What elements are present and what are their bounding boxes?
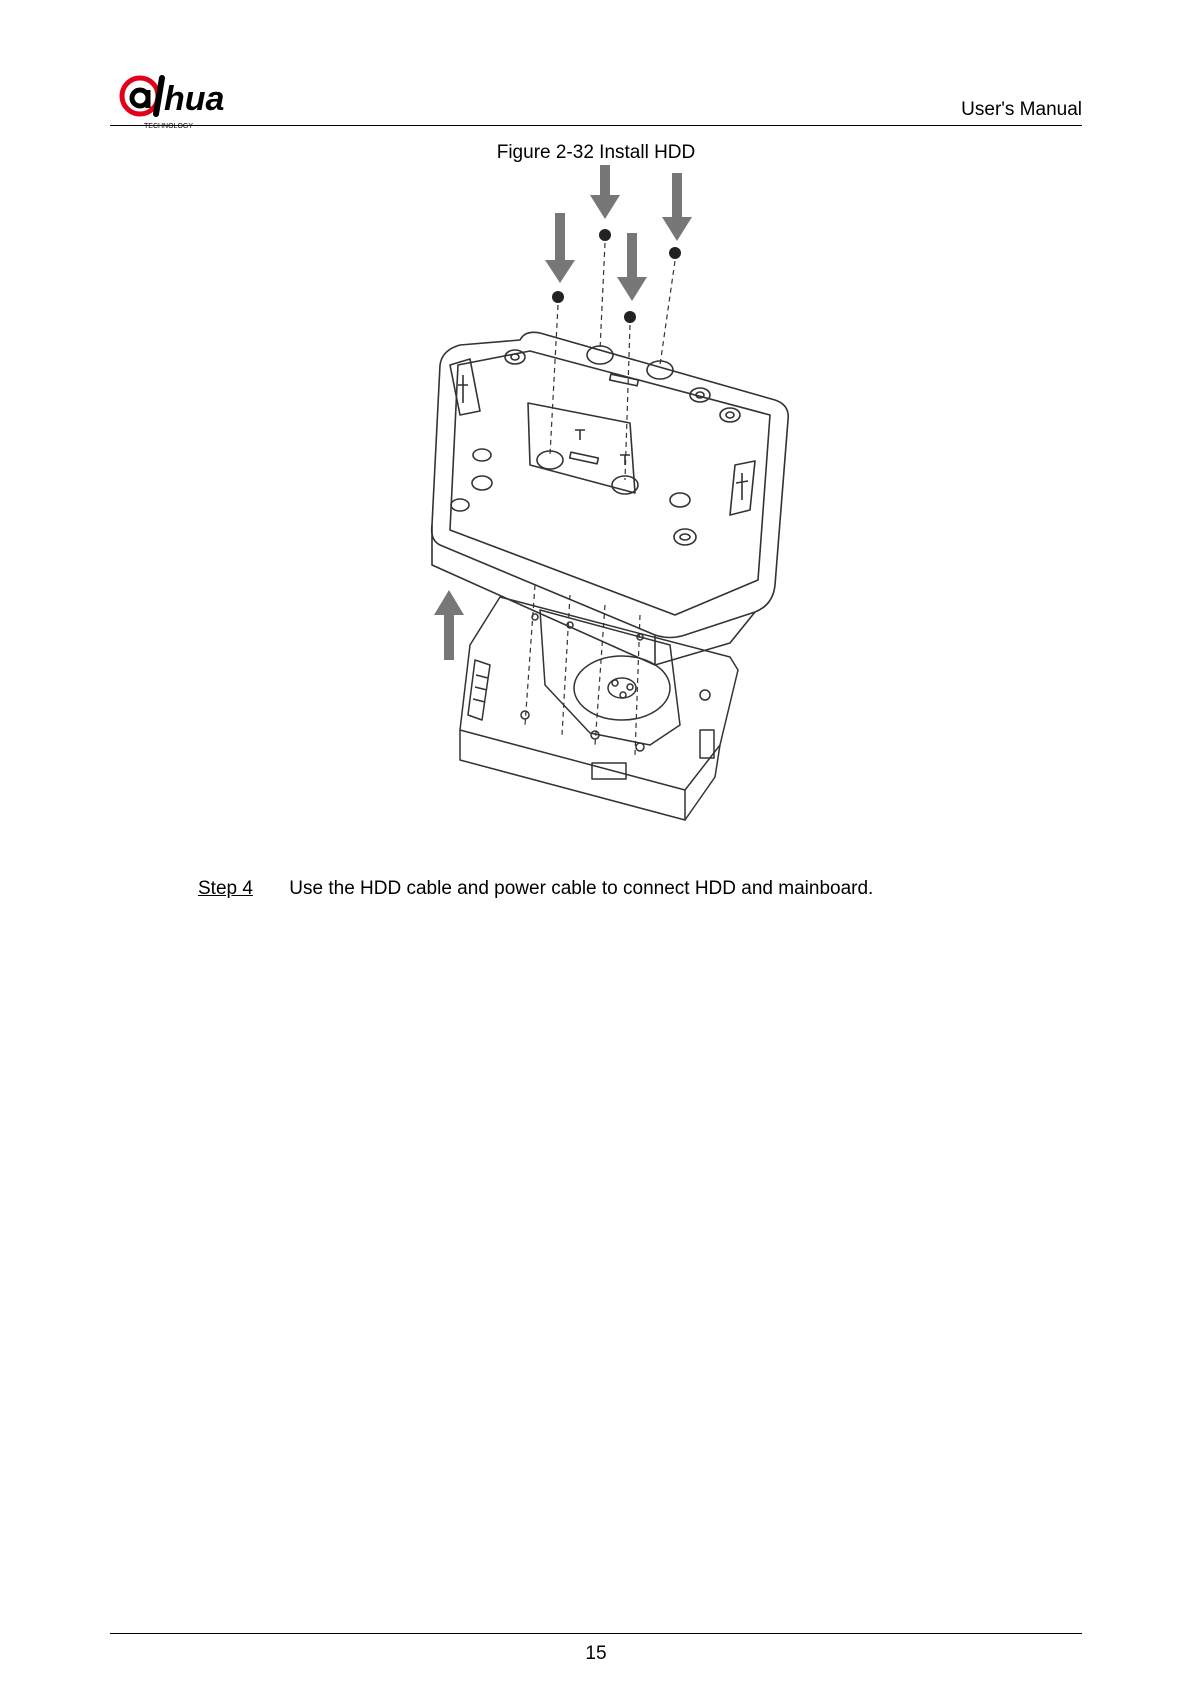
svg-text:TECHNOLOGY: TECHNOLOGY — [144, 123, 194, 130]
header-title: User's Manual — [961, 99, 1082, 120]
svg-text:hua: hua — [164, 80, 225, 118]
step-4 — [198, 876, 873, 902]
page-number: 15 — [585, 1643, 607, 1664]
footer-divider — [110, 1633, 1082, 1634]
header-divider — [110, 125, 1082, 126]
figure-caption: Figure 2-32 Install HDD — [496, 142, 696, 163]
step-label: Step 4 — [198, 878, 253, 899]
step-text: Use the HDD cable and power cable to connect HDD and mainboard. — [289, 878, 874, 899]
dahua-logo — [118, 70, 258, 132]
hdd-install-illustration — [430, 165, 870, 865]
